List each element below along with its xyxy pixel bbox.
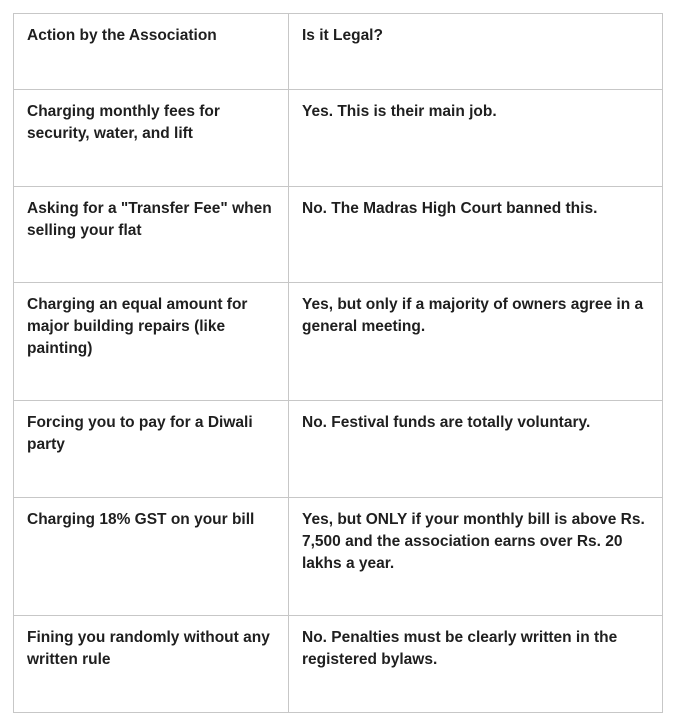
action-cell: Fining you randomly without any written rule xyxy=(14,616,289,713)
table-header-row xyxy=(14,14,663,90)
header-action: Action by the Association xyxy=(14,14,289,90)
action-cell: Forcing you to pay for a Diwali party xyxy=(14,401,289,498)
legal-cell: Yes. This is their main job. xyxy=(289,90,663,187)
action-cell: Charging 18% GST on your bill xyxy=(14,498,289,616)
legal-cell: No. Penalties must be clearly written in the registered bylaws. xyxy=(289,616,663,713)
legal-cell: Yes, but ONLY if your monthly bill is above Rs. 7,500 and the association earns over Rs. 20 lakhs a year. xyxy=(289,498,663,616)
legal-cell: Yes, but only if a majority of owners agree in a general meeting. xyxy=(289,283,663,401)
legal-cell: No. Festival funds are totally voluntary. xyxy=(289,401,663,498)
action-cell: Charging an equal amount for major building repairs (like painting) xyxy=(14,283,289,401)
legal-cell: No. The Madras High Court banned this. xyxy=(289,187,663,283)
action-cell: Asking for a "Transfer Fee" when selling your flat xyxy=(14,187,289,283)
action-cell: Charging monthly fees for security, water, and lift xyxy=(14,90,289,187)
table-row xyxy=(14,498,663,616)
legality-table-container xyxy=(13,13,662,713)
table-row xyxy=(14,283,663,401)
header-legal: Is it Legal? xyxy=(289,14,663,90)
legality-table xyxy=(13,13,663,713)
table-row xyxy=(14,401,663,498)
table-row xyxy=(14,90,663,187)
table-row xyxy=(14,187,663,283)
table-row xyxy=(14,616,663,713)
